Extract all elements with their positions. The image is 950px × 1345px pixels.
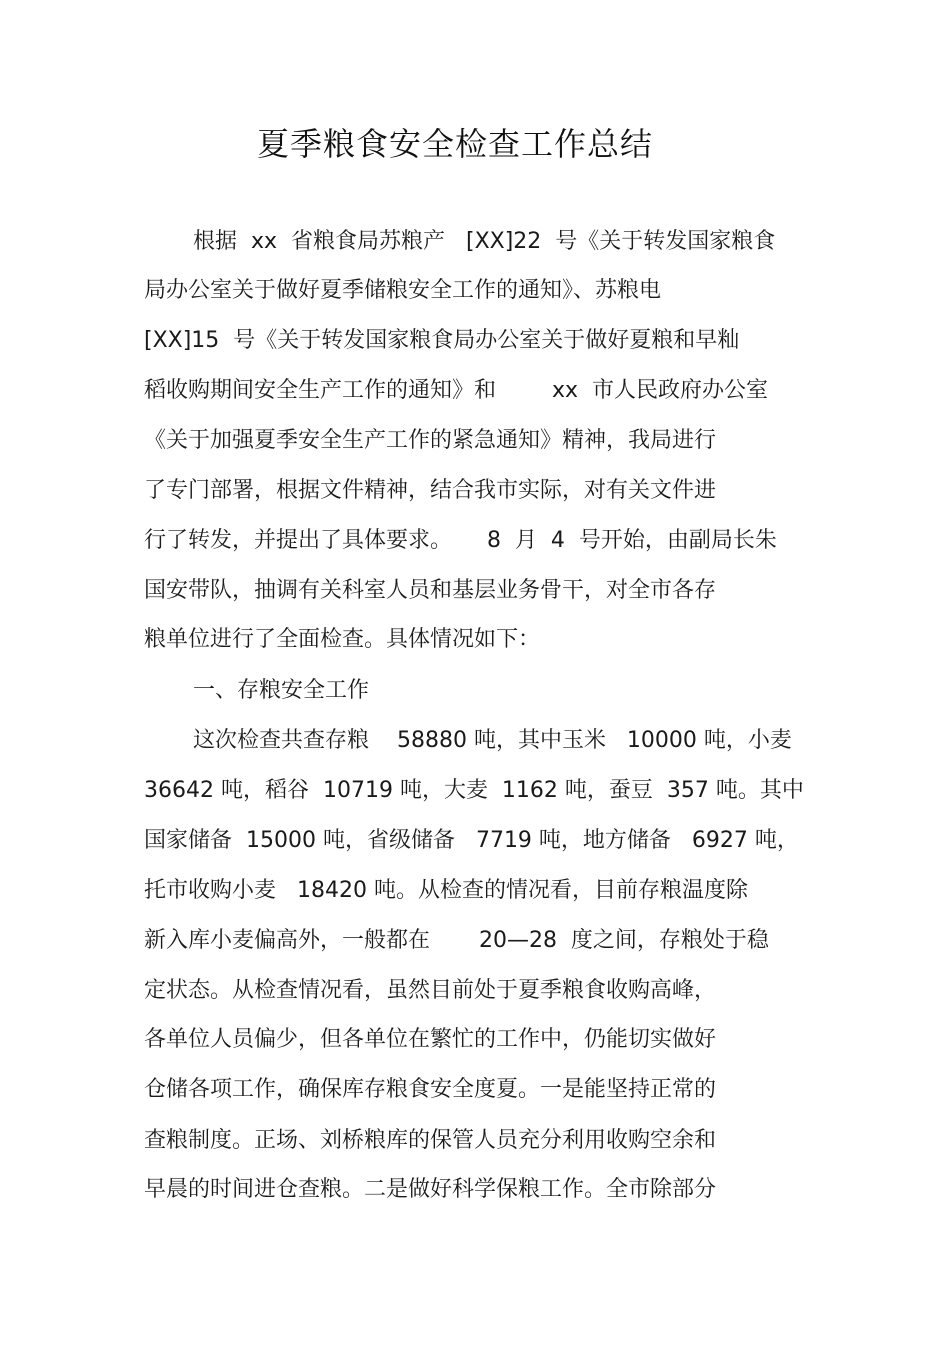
body-line: 根据 xx 省粮食局苏粮产 [XX]22 号《关于转发国家粮食 xyxy=(193,229,776,254)
body-line: 了专门部署，根据文件精神，结合我市实际，对有关文件进 xyxy=(144,478,717,503)
body-line: 各单位人员偏少，但各单位在繁忙的工作中，仍能切实做好 xyxy=(144,1027,717,1052)
body-line: 行了转发，并提出了具体要求。 8 月 4 号开始，由副局长朱 xyxy=(144,528,777,553)
body-line: 局办公室关于做好夏季储粮安全工作的通知》、苏粮电 xyxy=(144,278,662,303)
body-line: 国家储备 15000 吨，省级储备 7719 吨，地方储备 6927 吨， xyxy=(144,828,799,853)
body-line: 《关于加强夏季安全生产工作的紧急通知》精神，我局进行 xyxy=(144,428,717,453)
body-line: 36642 吨，稻谷 10719 吨，大麦 1162 吨，蚕豆 357 吨。其中 xyxy=(144,778,804,803)
body-line: 查粮制度。正场、刘桥粮库的保管人员充分利用收购空余和 xyxy=(144,1128,717,1153)
body-line: 粮单位进行了全面检查。具体情况如下： xyxy=(144,627,541,652)
body-line: 托市收购小麦 18420 吨。从检查的情况看，目前存粮温度除 xyxy=(144,878,748,903)
document-title: 夏季粮食安全检查工作总结 xyxy=(256,125,653,163)
body-line: 稻收购期间安全生产工作的通知》和 xx 市人民政府办公室 xyxy=(144,378,768,403)
section-heading: 一、存粮安全工作 xyxy=(193,678,370,703)
body-line: [XX]15 号《关于转发国家粮食局办公室关于做好夏粮和早籼 xyxy=(144,328,740,353)
body-line: 新入库小麦偏高外，一般都在 20—28 度之间，存粮处于稳 xyxy=(144,928,769,953)
body-line: 早晨的时间进仓查粮。二是做好科学保粮工作。全市除部分 xyxy=(144,1177,717,1202)
body-line: 国安带队，抽调有关科室人员和基层业务骨干，对全市各存 xyxy=(144,578,717,603)
body-line: 这次检查共查存粮 58880 吨，其中玉米 10000 吨，小麦 xyxy=(193,728,792,753)
body-line: 定状态。从检查情况看，虽然目前处于夏季粮食收购高峰， xyxy=(144,978,717,1003)
body-line: 仓储各项工作，确保库存粮食安全度夏。一是能坚持正常的 xyxy=(144,1077,717,1102)
